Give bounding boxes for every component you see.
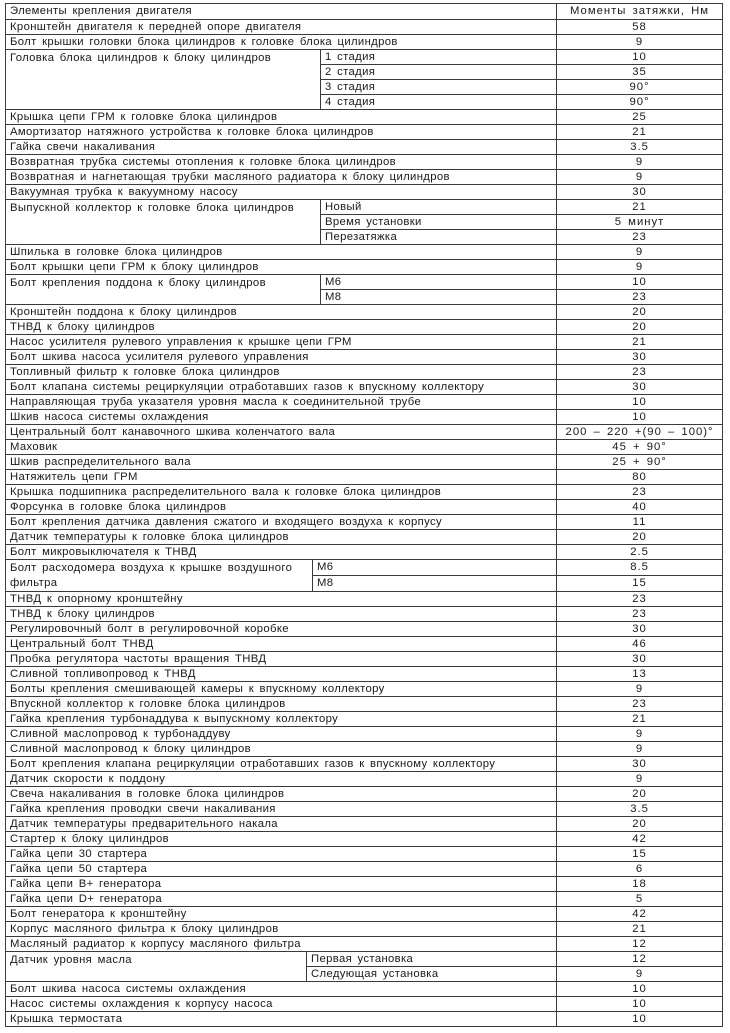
torque-value-cell: 9 <box>557 35 723 50</box>
torque-value-cell: 6 <box>557 862 723 877</box>
table-row <box>6 802 723 817</box>
table-row <box>6 652 723 667</box>
torque-value-cell: 21 <box>557 200 723 215</box>
table-row <box>6 847 723 862</box>
torque-value-cell: 9 <box>557 682 723 697</box>
torque-value-cell: 9 <box>557 967 723 982</box>
element-name-cell: Маховик <box>6 440 557 455</box>
table-row <box>6 667 723 682</box>
torque-value-cell: 12 <box>557 952 723 967</box>
torque-value-cell: 9 <box>557 170 723 185</box>
element-name-cell: Сливной маслопровод к турбонаддуву <box>6 727 557 742</box>
torque-value-cell: 10 <box>557 395 723 410</box>
element-group-name-cell: Выпускной коллектор к головке блока цилиндров <box>6 200 321 245</box>
element-name-cell: Гайка цепи 50 стартера <box>6 862 557 877</box>
torque-value-cell: 20 <box>557 305 723 320</box>
table-row-group <box>6 275 723 290</box>
table-row <box>6 305 723 320</box>
table-row <box>6 395 723 410</box>
table-row <box>6 922 723 937</box>
header-element-column: Элементы крепления двигателя <box>6 4 557 20</box>
table-row <box>6 470 723 485</box>
table-row <box>6 712 723 727</box>
table-row <box>6 982 723 997</box>
element-name-cell: Болт генератора к кронштейну <box>6 907 557 922</box>
element-name-cell: Датчик скорости к поддону <box>6 772 557 787</box>
element-name-cell: Насос усилителя рулевого управления к крышке цепи ГРМ <box>6 335 557 350</box>
torque-value-cell: 15 <box>557 847 723 862</box>
element-name-cell: Крышка цепи ГРМ к головке блока цилиндров <box>6 110 557 125</box>
table-row <box>6 170 723 185</box>
element-name-cell: Регулировочный болт в регулировочной коробке <box>6 622 557 637</box>
torque-value-cell: 200 – 220 +(90 – 100)° <box>557 425 723 440</box>
torque-value-cell: 20 <box>557 320 723 335</box>
torque-value-cell: 9 <box>557 155 723 170</box>
table-row <box>6 817 723 832</box>
element-group-name-cell: Головка блока цилиндров к блоку цилиндров <box>6 50 321 110</box>
torque-value-cell: 80 <box>557 470 723 485</box>
table-row <box>6 727 723 742</box>
table-row <box>6 637 723 652</box>
element-name-cell: Болт шкива насоса усилителя рулевого управления <box>6 350 557 365</box>
element-name-cell: ТНВД к опорному кронштейну <box>6 592 557 607</box>
header-torque-column: Моменты затяжки, Нм <box>557 4 723 20</box>
table-row <box>6 545 723 560</box>
torque-value-cell: 23 <box>557 607 723 622</box>
element-name-cell: Шкив распределительного вала <box>6 455 557 470</box>
torque-value-cell: 2.5 <box>557 545 723 560</box>
table-row <box>6 682 723 697</box>
table-row <box>6 622 723 637</box>
element-name-cell: Гайка цепи B+ генератора <box>6 877 557 892</box>
element-name-cell: Гайка цепи D+ генератора <box>6 892 557 907</box>
torque-value-cell: 10 <box>557 50 723 65</box>
element-name-cell: Направляющая труба указателя уровня масла к соединительной трубе <box>6 395 557 410</box>
element-name-cell: Болт крышки цепи ГРМ к блоку цилиндров <box>6 260 557 275</box>
torque-table <box>5 3 723 1027</box>
element-name-cell: Насос системы охлаждения к корпусу насоса <box>6 997 557 1012</box>
torque-value-cell: 3.5 <box>557 140 723 155</box>
sub-condition-cell: 3 стадия <box>321 80 557 95</box>
sub-condition-cell: Следующая установка <box>307 967 557 982</box>
table-row <box>6 350 723 365</box>
element-name-cell: Свеча накаливания в головке блока цилиндров <box>6 787 557 802</box>
torque-value-cell: 10 <box>557 410 723 425</box>
torque-value-cell: 5 минут <box>557 215 723 230</box>
torque-value-cell: 8.5 <box>557 560 723 576</box>
element-name-cell: Кронштейн поддона к блоку цилиндров <box>6 305 557 320</box>
element-name-cell: Датчик температуры предварительного накала <box>6 817 557 832</box>
element-name-cell: Гайка цепи 30 стартера <box>6 847 557 862</box>
torque-value-cell: 20 <box>557 817 723 832</box>
table-row <box>6 140 723 155</box>
table-row <box>6 365 723 380</box>
torque-value-cell: 30 <box>557 185 723 200</box>
torque-value-cell: 40 <box>557 500 723 515</box>
table-row <box>6 937 723 952</box>
element-name-cell: Болт микровыключателя к ТНВД <box>6 545 557 560</box>
table-row <box>6 877 723 892</box>
table-row <box>6 742 723 757</box>
element-name-cell: Гайка крепления проводки свечи накаливания <box>6 802 557 817</box>
table-row-group <box>6 560 723 576</box>
element-name-cell: Впускной коллектор к головке блока цилиндров <box>6 697 557 712</box>
torque-value-cell: 45 + 90° <box>557 440 723 455</box>
element-name-cell: ТНВД к блоку цилиндров <box>6 607 557 622</box>
element-name-cell: Форсунка в головке блока цилиндров <box>6 500 557 515</box>
element-name-cell: Возвратная трубка системы отопления к головке блока цилиндров <box>6 155 557 170</box>
element-name-cell: Гайка свечи накаливания <box>6 140 557 155</box>
sub-condition-cell: Перезатяжка <box>321 230 557 245</box>
torque-value-cell: 9 <box>557 772 723 787</box>
torque-value-cell: 30 <box>557 757 723 772</box>
torque-value-cell: 15 <box>557 576 723 592</box>
torque-value-cell: 23 <box>557 365 723 380</box>
table-row <box>6 110 723 125</box>
element-name-cell: Сливной топливопровод к ТНВД <box>6 667 557 682</box>
torque-value-cell: 11 <box>557 515 723 530</box>
table-row <box>6 260 723 275</box>
torque-value-cell: 9 <box>557 742 723 757</box>
torque-value-cell: 30 <box>557 350 723 365</box>
table-row <box>6 335 723 350</box>
element-group-name-cell: Болт расходомера воздуха к крышке воздушного фильтра <box>6 560 313 592</box>
torque-value-cell: 20 <box>557 787 723 802</box>
table-row <box>6 787 723 802</box>
torque-value-cell: 13 <box>557 667 723 682</box>
element-name-cell: Шкив насоса системы охлаждения <box>6 410 557 425</box>
table-row <box>6 155 723 170</box>
torque-value-cell: 20 <box>557 530 723 545</box>
table-row <box>6 697 723 712</box>
table-row <box>6 425 723 440</box>
element-name-cell: Крышка термостата <box>6 1012 557 1027</box>
table-row <box>6 892 723 907</box>
element-name-cell: Болт клапана системы рециркуляции отработавших газов к впускному коллектору <box>6 380 557 395</box>
table-row <box>6 125 723 140</box>
torque-value-cell: 25 + 90° <box>557 455 723 470</box>
element-name-cell: Гайка крепления турбонаддува к выпускному коллектору <box>6 712 557 727</box>
torque-value-cell: 10 <box>557 275 723 290</box>
element-name-cell: Крышка подшипника распределительного вала к головке блока цилиндров <box>6 485 557 500</box>
torque-value-cell: 10 <box>557 1012 723 1027</box>
element-name-cell: Шпилька в головке блока цилиндров <box>6 245 557 260</box>
torque-value-cell: 21 <box>557 335 723 350</box>
table-row <box>6 320 723 335</box>
torque-value-cell: 42 <box>557 907 723 922</box>
torque-value-cell: 23 <box>557 290 723 305</box>
torque-value-cell: 90° <box>557 95 723 110</box>
table-row <box>6 997 723 1012</box>
element-name-cell: Возвратная и нагнетающая трубки масляного радиатора к блоку цилиндров <box>6 170 557 185</box>
sub-condition-cell: M8 <box>313 576 557 592</box>
table-row <box>6 35 723 50</box>
torque-value-cell: 21 <box>557 922 723 937</box>
torque-value-cell: 58 <box>557 20 723 35</box>
torque-value-cell: 30 <box>557 652 723 667</box>
table-row <box>6 20 723 35</box>
sub-condition-cell: Первая установка <box>307 952 557 967</box>
torque-value-cell: 46 <box>557 637 723 652</box>
element-name-cell: Вакуумная трубка к вакуумному насосу <box>6 185 557 200</box>
element-name-cell: Центральный болт ТНВД <box>6 637 557 652</box>
table-row-group <box>6 50 723 65</box>
element-name-cell: Болт крепления клапана рециркуляции отработавших газов к впускному коллектору <box>6 757 557 772</box>
sub-condition-cell: Новый <box>321 200 557 215</box>
torque-value-cell: 12 <box>557 937 723 952</box>
torque-value-cell: 30 <box>557 380 723 395</box>
table-row <box>6 607 723 622</box>
torque-value-cell: 25 <box>557 110 723 125</box>
element-name-cell: Болт крышки головки блока цилиндров к головке блока цилиндров <box>6 35 557 50</box>
torque-value-cell: 18 <box>557 877 723 892</box>
element-name-cell: ТНВД к блоку цилиндров <box>6 320 557 335</box>
torque-value-cell: 9 <box>557 727 723 742</box>
table-row <box>6 515 723 530</box>
table-row <box>6 485 723 500</box>
sub-condition-cell: 2 стадия <box>321 65 557 80</box>
element-name-cell: Сливной маслопровод к блоку цилиндров <box>6 742 557 757</box>
sub-condition-cell: 1 стадия <box>321 50 557 65</box>
torque-value-cell: 30 <box>557 622 723 637</box>
table-row-group <box>6 200 723 215</box>
element-group-name-cell: Датчик уровня масла <box>6 952 307 982</box>
element-name-cell: Стартер к блоку цилиндров <box>6 832 557 847</box>
table-row <box>6 500 723 515</box>
torque-value-cell: 21 <box>557 712 723 727</box>
table-row <box>6 832 723 847</box>
torque-value-cell: 23 <box>557 230 723 245</box>
element-name-cell: Кронштейн двигателя к передней опоре двигателя <box>6 20 557 35</box>
table-row <box>6 592 723 607</box>
element-name-cell: Амортизатор натяжного устройства к головке блока цилиндров <box>6 125 557 140</box>
torque-value-cell: 5 <box>557 892 723 907</box>
torque-value-cell: 23 <box>557 697 723 712</box>
table-row <box>6 380 723 395</box>
torque-value-cell: 35 <box>557 65 723 80</box>
sub-condition-cell: M6 <box>321 275 557 290</box>
torque-value-cell: 10 <box>557 982 723 997</box>
torque-value-cell: 9 <box>557 260 723 275</box>
element-name-cell: Корпус масляного фильтра к блоку цилиндров <box>6 922 557 937</box>
table-row <box>6 440 723 455</box>
sub-condition-cell: 4 стадия <box>321 95 557 110</box>
sub-condition-cell: M8 <box>321 290 557 305</box>
sub-condition-cell: M6 <box>313 560 557 576</box>
element-group-name-cell: Болт крепления поддона к блоку цилиндров <box>6 275 321 305</box>
element-name-cell: Болты крепления смешивающей камеры к впускному коллектору <box>6 682 557 697</box>
table-row-group <box>6 952 723 967</box>
element-name-cell: Центральный болт канавочного шкива коленчатого вала <box>6 425 557 440</box>
table-row <box>6 455 723 470</box>
table-row <box>6 757 723 772</box>
torque-value-cell: 21 <box>557 125 723 140</box>
sub-condition-cell: Время установки <box>321 215 557 230</box>
torque-value-cell: 9 <box>557 245 723 260</box>
element-name-cell: Топливный фильтр к головке блока цилиндров <box>6 365 557 380</box>
table-row <box>6 245 723 260</box>
table-row <box>6 907 723 922</box>
torque-value-cell: 90° <box>557 80 723 95</box>
table-row <box>6 410 723 425</box>
element-name-cell: Болт крепления датчика давления сжатого и входящего воздуха к корпусу <box>6 515 557 530</box>
torque-value-cell: 23 <box>557 592 723 607</box>
torque-value-cell: 23 <box>557 485 723 500</box>
table-row <box>6 772 723 787</box>
element-name-cell: Болт шкива насоса системы охлаждения <box>6 982 557 997</box>
table-row <box>6 530 723 545</box>
torque-value-cell: 10 <box>557 997 723 1012</box>
element-name-cell: Масляный радиатор к корпусу масляного фильтра <box>6 937 557 952</box>
torque-value-cell: 3.5 <box>557 802 723 817</box>
element-name-cell: Натяжитель цепи ГРМ <box>6 470 557 485</box>
element-name-cell: Датчик температуры к головке блока цилиндров <box>6 530 557 545</box>
element-name-cell: Пробка регулятора частоты вращения ТНВД <box>6 652 557 667</box>
table-row <box>6 862 723 877</box>
table-row <box>6 185 723 200</box>
table-row <box>6 1012 723 1027</box>
table-header-row <box>6 4 723 20</box>
torque-specification-sheet <box>5 3 722 1027</box>
torque-value-cell: 42 <box>557 832 723 847</box>
